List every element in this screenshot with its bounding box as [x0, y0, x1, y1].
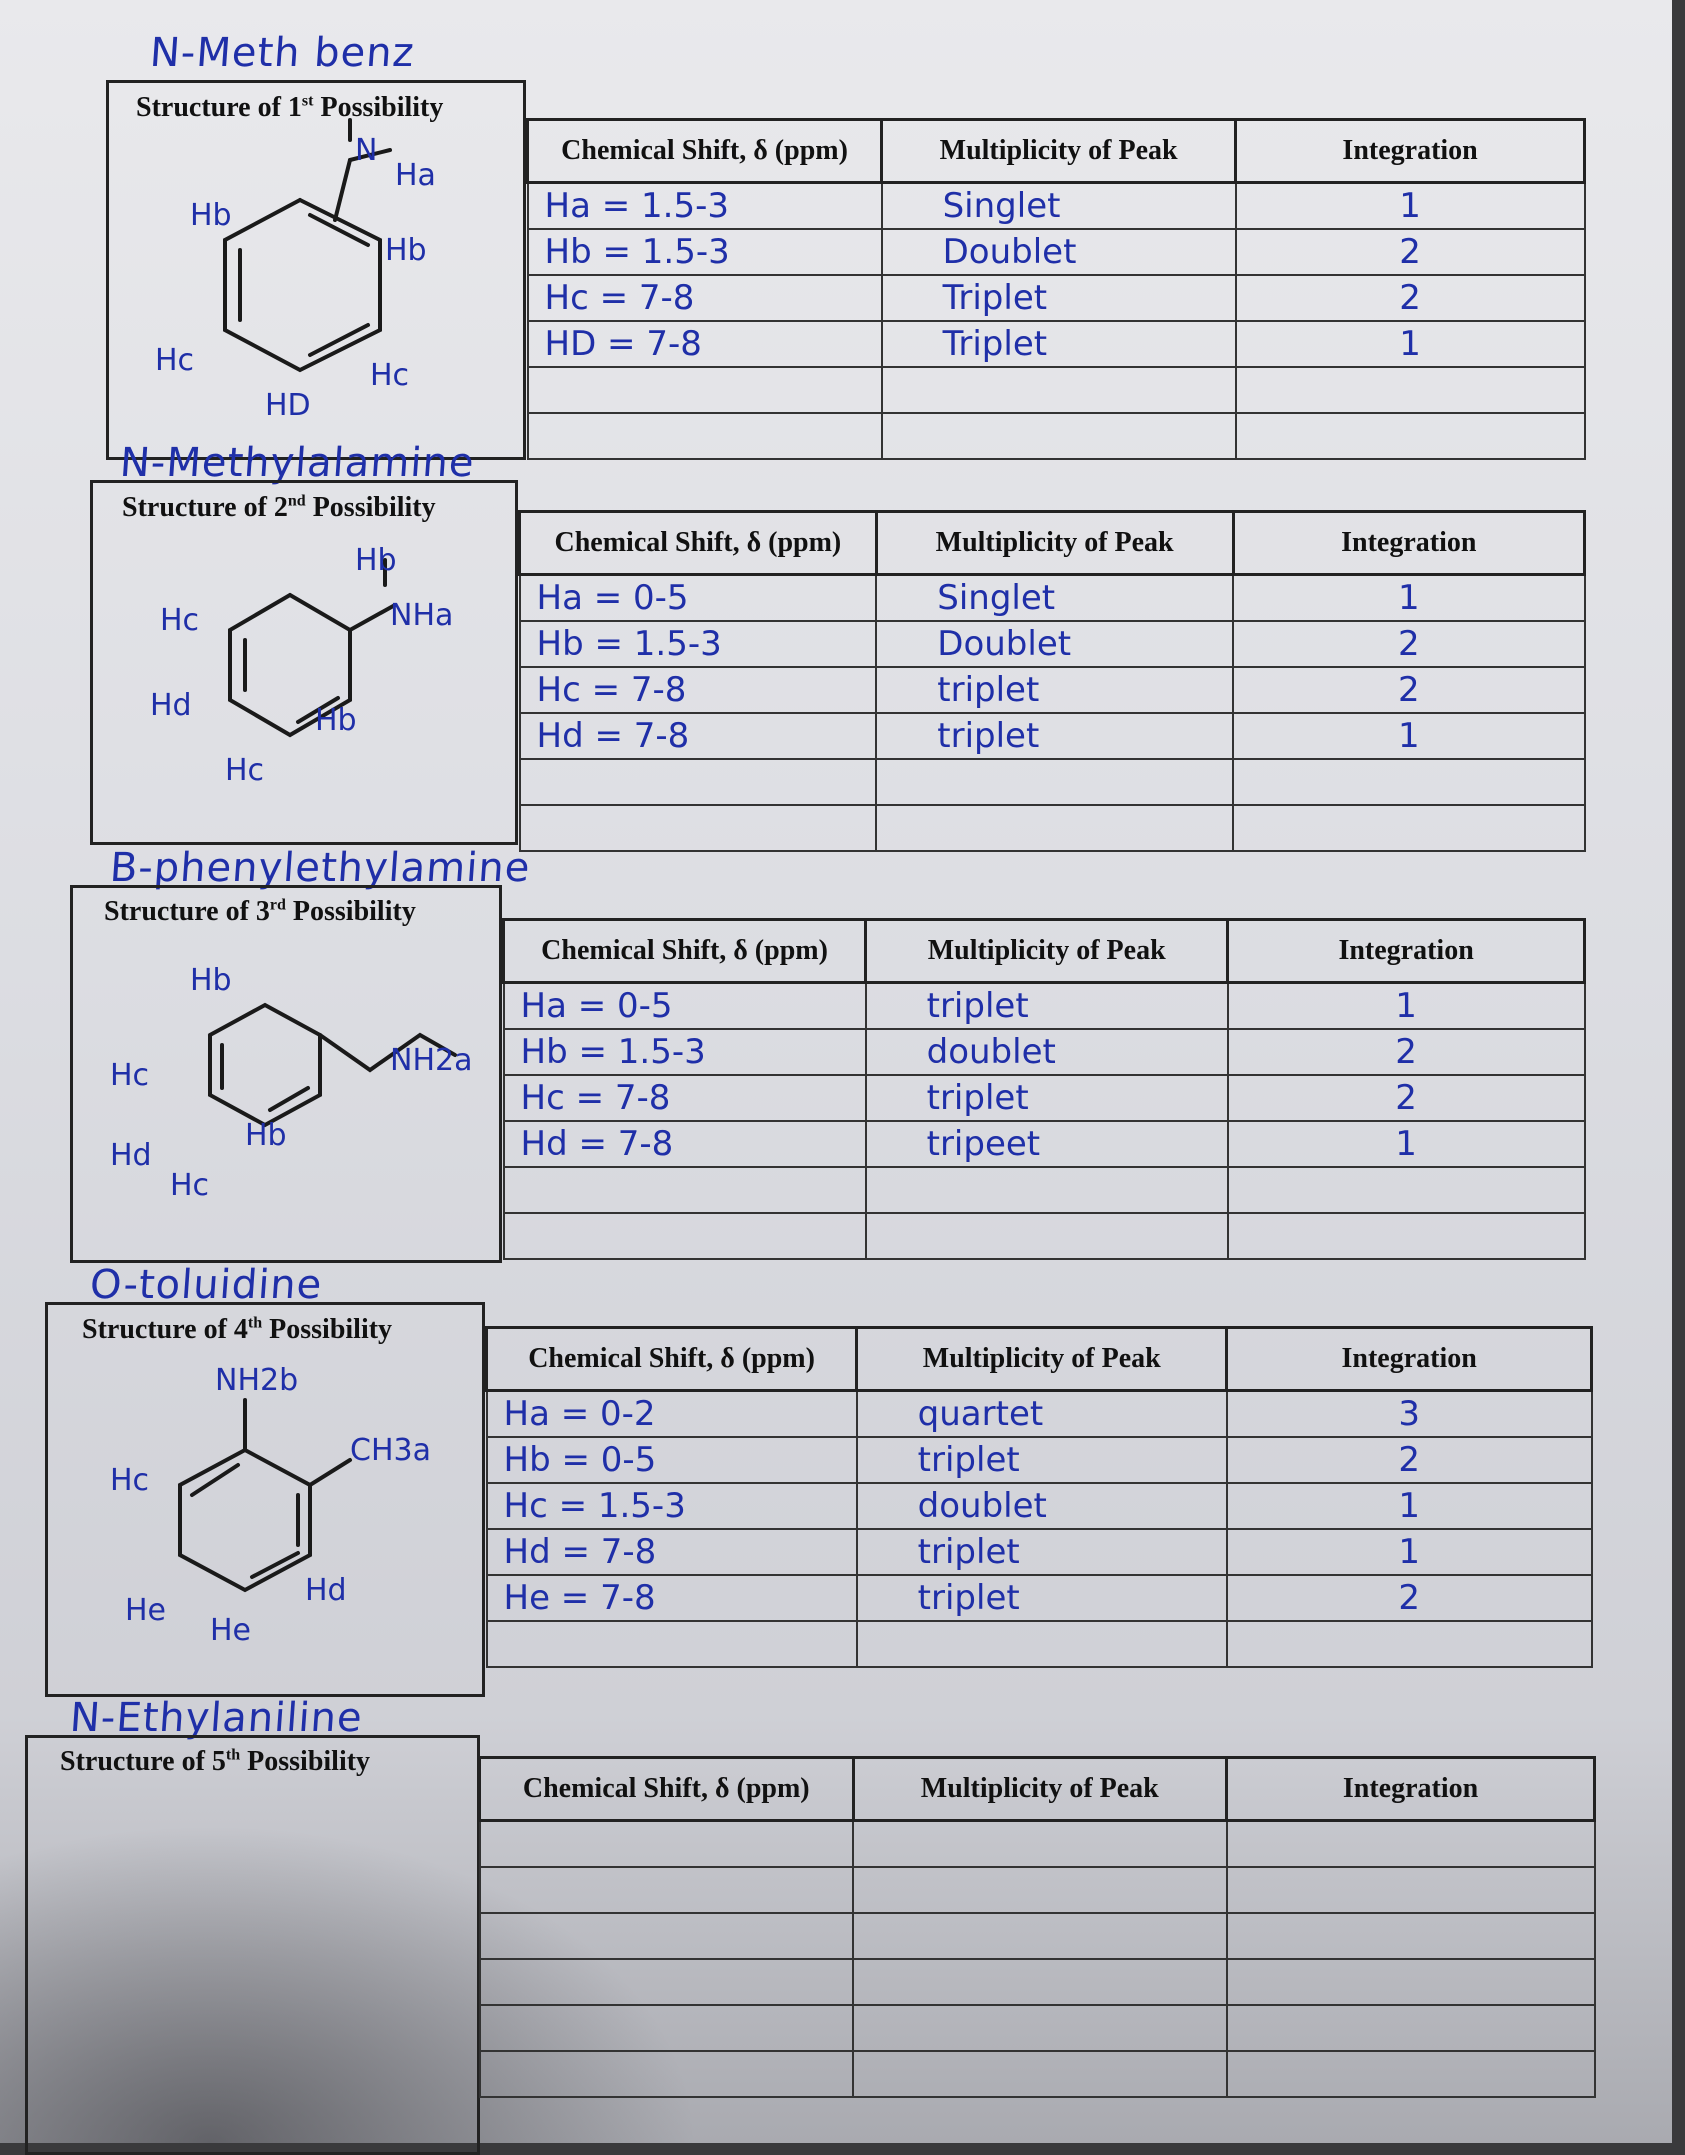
table-row [480, 1821, 1595, 1868]
molecule-label: He [210, 1613, 252, 1648]
binder-hole [1673, 250, 1683, 272]
multiplicity-cell [876, 759, 1233, 805]
nmr-table [478, 1756, 1596, 2098]
table-row [528, 321, 1585, 367]
molecule-label: Hc [110, 1058, 150, 1093]
binder-hole [1673, 1510, 1683, 1532]
structure-label: Structure of 3rd Possibility [104, 896, 416, 927]
molecule-label: Hc [370, 358, 410, 393]
chemical-shift-cell: Ha = 0-5 [520, 575, 877, 622]
binder-hole [1673, 1846, 1683, 1868]
binder-hole [1673, 1720, 1683, 1742]
integration-cell [1233, 805, 1584, 851]
integration-cell: 2 [1228, 1029, 1585, 1075]
column-header: Chemical Shift, δ (ppm) [487, 1328, 857, 1391]
chemical-shift-cell: Hb = 1.5-3 [520, 621, 877, 667]
column-header: Multiplicity of Peak [866, 920, 1228, 983]
nmr-table [526, 118, 1586, 460]
integration-cell: 1 [1227, 1529, 1592, 1575]
binder-hole [1673, 1384, 1683, 1406]
integration-cell [1227, 1821, 1595, 1868]
table-row [520, 713, 1585, 759]
molecule-drawing [150, 540, 480, 800]
table-header-row [528, 120, 1585, 183]
molecule-label: Hd [110, 1138, 152, 1173]
binder-hole [1673, 1972, 1683, 1994]
chemical-shift-cell [520, 805, 877, 851]
binder-hole [1673, 586, 1683, 608]
multiplicity-cell [853, 2005, 1227, 2051]
multiplicity-cell: triplet [866, 1075, 1228, 1121]
binder-hole [1673, 1342, 1683, 1364]
molecule-label: CH3a [350, 1433, 431, 1468]
table-row [520, 575, 1585, 622]
binder-hole [1673, 796, 1683, 818]
binder-hole [1673, 334, 1683, 356]
handwritten-title: O-toluidine [88, 1262, 324, 1308]
chemical-shift-cell: Hd = 7-8 [520, 713, 877, 759]
chemical-shift-cell [504, 1213, 866, 1259]
binder-hole [1673, 1426, 1683, 1448]
binder-hole [1673, 1804, 1683, 1826]
column-header: Chemical Shift, δ (ppm) [528, 120, 882, 183]
column-header: Chemical Shift, δ (ppm) [504, 920, 866, 983]
chemical-shift-cell: Hb = 1.5-3 [504, 1029, 866, 1075]
table-row [487, 1437, 1592, 1483]
handwritten-title: B-phenylethylamine [108, 845, 532, 891]
multiplicity-cell: Singlet [882, 183, 1236, 230]
molecule-label: Hb [190, 963, 232, 998]
table-row [504, 1075, 1585, 1121]
multiplicity-cell: triplet [857, 1437, 1227, 1483]
integration-cell: 1 [1236, 183, 1585, 230]
integration-cell: 3 [1227, 1391, 1592, 1438]
molecule-label: Hb [385, 233, 427, 268]
integration-cell: 1 [1233, 713, 1584, 759]
table-row [520, 805, 1585, 851]
integration-cell: 1 [1228, 983, 1585, 1030]
binder-hole [1673, 670, 1683, 692]
integration-cell [1233, 759, 1584, 805]
multiplicity-cell: quartet [857, 1391, 1227, 1438]
molecule-label: HD [265, 388, 311, 423]
integration-cell [1227, 1621, 1592, 1667]
integration-cell: 2 [1227, 1437, 1592, 1483]
multiplicity-cell: tripeet [866, 1121, 1228, 1167]
binder-hole [1673, 82, 1683, 104]
table-header-row [504, 920, 1585, 983]
chemical-shift-cell [480, 2051, 854, 2097]
chemical-shift-cell [480, 1821, 854, 1868]
multiplicity-cell [853, 1867, 1227, 1913]
table-row [528, 413, 1585, 459]
binder-hole [1673, 292, 1683, 314]
multiplicity-cell: doublet [857, 1483, 1227, 1529]
column-header: Multiplicity of Peak [853, 1758, 1227, 1821]
molecule-label: Ha [395, 158, 436, 193]
multiplicity-cell [882, 367, 1236, 413]
integration-cell [1228, 1213, 1585, 1259]
column-header: Multiplicity of Peak [882, 120, 1236, 183]
multiplicity-cell [853, 2051, 1227, 2097]
table-row [520, 621, 1585, 667]
chemical-shift-cell: Hd = 7-8 [504, 1121, 866, 1167]
table-row [480, 2051, 1595, 2097]
integration-cell: 2 [1236, 229, 1585, 275]
binder-hole [1673, 2056, 1683, 2078]
table-row [528, 229, 1585, 275]
chemical-shift-cell [480, 2005, 854, 2051]
nmr-table [502, 918, 1586, 1260]
table-row [487, 1529, 1592, 1575]
binder-hole [1673, 1930, 1683, 1952]
chemical-shift-cell: Ha = 1.5-3 [528, 183, 882, 230]
molecule-drawing [110, 960, 490, 1220]
handwritten-title: N-Methylalamine [118, 440, 477, 486]
integration-cell [1227, 1959, 1595, 2005]
chemical-shift-cell [528, 367, 882, 413]
table-row [487, 1575, 1592, 1621]
column-header: Integration [1227, 1758, 1595, 1821]
multiplicity-cell [857, 1621, 1227, 1667]
molecule-label: Hb [355, 543, 397, 578]
binder-hole [1673, 1258, 1683, 1280]
binder-hole [1673, 922, 1683, 944]
multiplicity-cell: triplet [876, 667, 1233, 713]
chemical-shift-cell: Hd = 7-8 [487, 1529, 857, 1575]
table-row [504, 1213, 1585, 1259]
structure-label: Structure of 2nd Possibility [122, 492, 436, 523]
binder-hole [1673, 880, 1683, 902]
table-row [504, 1121, 1585, 1167]
integration-cell [1236, 413, 1585, 459]
integration-cell: 1 [1228, 1121, 1585, 1167]
chemical-shift-cell [504, 1167, 866, 1213]
table-row [528, 275, 1585, 321]
molecule-label: Hc [155, 343, 195, 378]
table-row [520, 759, 1585, 805]
binder-hole [1673, 1174, 1683, 1196]
chemical-shift-cell: Hb = 0-5 [487, 1437, 857, 1483]
chemical-shift-cell: Hc = 7-8 [520, 667, 877, 713]
table-row [480, 1959, 1595, 2005]
multiplicity-cell [866, 1167, 1228, 1213]
integration-cell [1236, 367, 1585, 413]
molecule-drawing [110, 1355, 480, 1655]
column-header: Integration [1227, 1328, 1592, 1391]
binder-holes [1671, 40, 1685, 2100]
binder-hole [1673, 1888, 1683, 1910]
multiplicity-cell: triplet [876, 713, 1233, 759]
table-row [487, 1483, 1592, 1529]
chemical-shift-cell: Hb = 1.5-3 [528, 229, 882, 275]
table-header-row [520, 512, 1585, 575]
molecule-label: Hc [225, 753, 265, 788]
column-header: Integration [1233, 512, 1584, 575]
chemical-shift-cell: Ha = 0-2 [487, 1391, 857, 1438]
binder-hole [1673, 1594, 1683, 1616]
molecule-label: Hc [160, 603, 200, 638]
column-header: Multiplicity of Peak [876, 512, 1233, 575]
integration-cell [1227, 2005, 1595, 2051]
integration-cell: 2 [1233, 621, 1584, 667]
molecule-label: NH2b [215, 1363, 299, 1398]
binder-hole [1673, 964, 1683, 986]
multiplicity-cell: Doublet [876, 621, 1233, 667]
chemical-shift-cell: Ha = 0-5 [504, 983, 866, 1030]
molecule-label: Hd [150, 688, 192, 723]
structure-label: Structure of 4th Possibility [82, 1314, 393, 1345]
integration-cell: 1 [1227, 1483, 1592, 1529]
multiplicity-cell [876, 805, 1233, 851]
binder-hole [1673, 754, 1683, 776]
molecule-label: Hb [245, 1118, 287, 1153]
chemical-shift-cell: He = 7-8 [487, 1575, 857, 1621]
molecule-label: NHa [390, 598, 454, 633]
integration-cell [1227, 1913, 1595, 1959]
table-row [504, 1029, 1585, 1075]
integration-cell: 2 [1228, 1075, 1585, 1121]
integration-cell: 1 [1233, 575, 1584, 622]
svg-text:N: N [355, 133, 378, 168]
multiplicity-cell: Doublet [882, 229, 1236, 275]
binder-hole [1673, 628, 1683, 650]
chemical-shift-cell: Hc = 7-8 [528, 275, 882, 321]
molecule-drawing [150, 120, 480, 430]
molecule-label: Hb [315, 703, 357, 738]
binder-hole [1673, 376, 1683, 398]
binder-hole [1673, 460, 1683, 482]
multiplicity-cell: doublet [866, 1029, 1228, 1075]
binder-hole [1673, 1132, 1683, 1154]
structure-box [25, 1735, 480, 2155]
nmr-table [485, 1326, 1593, 1668]
multiplicity-cell: Singlet [876, 575, 1233, 622]
chemical-shift-cell [487, 1621, 857, 1667]
binder-hole [1673, 712, 1683, 734]
chemical-shift-cell: Hc = 1.5-3 [487, 1483, 857, 1529]
binder-hole [1673, 124, 1683, 146]
binder-hole [1673, 166, 1683, 188]
table-row [487, 1621, 1592, 1667]
binder-hole [1673, 1048, 1683, 1070]
integration-cell: 2 [1236, 275, 1585, 321]
binder-hole [1673, 208, 1683, 230]
multiplicity-cell [882, 413, 1236, 459]
table-row [504, 1167, 1585, 1213]
binder-hole [1673, 1636, 1683, 1658]
chemical-shift-cell [480, 1913, 854, 1959]
binder-hole [1673, 1216, 1683, 1238]
structure-label: Structure of 5th Possibility [60, 1746, 371, 1777]
chemical-shift-cell [528, 413, 882, 459]
molecule-label: Hb [190, 198, 232, 233]
handwritten-title: N-Ethylaniline [68, 1695, 365, 1741]
table-row [528, 367, 1585, 413]
binder-hole [1673, 1468, 1683, 1490]
table-row [480, 1913, 1595, 1959]
integration-cell [1227, 1867, 1595, 1913]
table-header-row [487, 1328, 1592, 1391]
chemical-shift-cell [480, 1959, 854, 2005]
multiplicity-cell [853, 1959, 1227, 2005]
integration-cell [1228, 1167, 1585, 1213]
multiplicity-cell: Triplet [882, 321, 1236, 367]
table-row [504, 983, 1585, 1030]
binder-hole [1673, 2014, 1683, 2036]
molecule-label: Hd [305, 1573, 347, 1608]
molecule-label: NH2a [390, 1043, 473, 1078]
binder-hole [1673, 1552, 1683, 1574]
molecule-label: Hc [170, 1168, 210, 1203]
table-row [520, 667, 1585, 713]
column-header: Chemical Shift, δ (ppm) [480, 1758, 854, 1821]
binder-hole [1673, 1090, 1683, 1112]
table-row [480, 1867, 1595, 1913]
integration-cell: 2 [1227, 1575, 1592, 1621]
table-row [480, 2005, 1595, 2051]
multiplicity-cell: triplet [857, 1575, 1227, 1621]
binder-hole [1673, 1300, 1683, 1322]
integration-cell [1227, 2051, 1595, 2097]
structure-label: Structure of 1st Possibility [136, 92, 444, 123]
binder-hole [1673, 838, 1683, 860]
binder-hole [1673, 544, 1683, 566]
multiplicity-cell: triplet [866, 983, 1228, 1030]
chemical-shift-cell [480, 1867, 854, 1913]
chemical-shift-cell [520, 759, 877, 805]
integration-cell: 1 [1236, 321, 1585, 367]
chemical-shift-cell: HD = 7-8 [528, 321, 882, 367]
binder-hole [1673, 1006, 1683, 1028]
multiplicity-cell [853, 1913, 1227, 1959]
multiplicity-cell: triplet [857, 1529, 1227, 1575]
binder-hole [1673, 418, 1683, 440]
table-header-row [480, 1758, 1595, 1821]
molecule-label: He [125, 1593, 167, 1628]
integration-cell: 2 [1233, 667, 1584, 713]
table-row [528, 183, 1585, 230]
nmr-table [518, 510, 1586, 852]
binder-hole [1673, 502, 1683, 524]
binder-hole [1673, 1762, 1683, 1784]
binder-hole [1673, 40, 1683, 62]
column-header: Multiplicity of Peak [857, 1328, 1227, 1391]
multiplicity-cell: Triplet [882, 275, 1236, 321]
table-row [487, 1391, 1592, 1438]
multiplicity-cell [853, 1821, 1227, 1868]
multiplicity-cell [866, 1213, 1228, 1259]
column-header: Chemical Shift, δ (ppm) [520, 512, 877, 575]
column-header: Integration [1236, 120, 1585, 183]
chemical-shift-cell: Hc = 7-8 [504, 1075, 866, 1121]
molecule-label: Hc [110, 1463, 150, 1498]
column-header: Integration [1228, 920, 1585, 983]
binder-hole [1673, 1678, 1683, 1700]
handwritten-title: N-Meth benz [148, 30, 417, 76]
